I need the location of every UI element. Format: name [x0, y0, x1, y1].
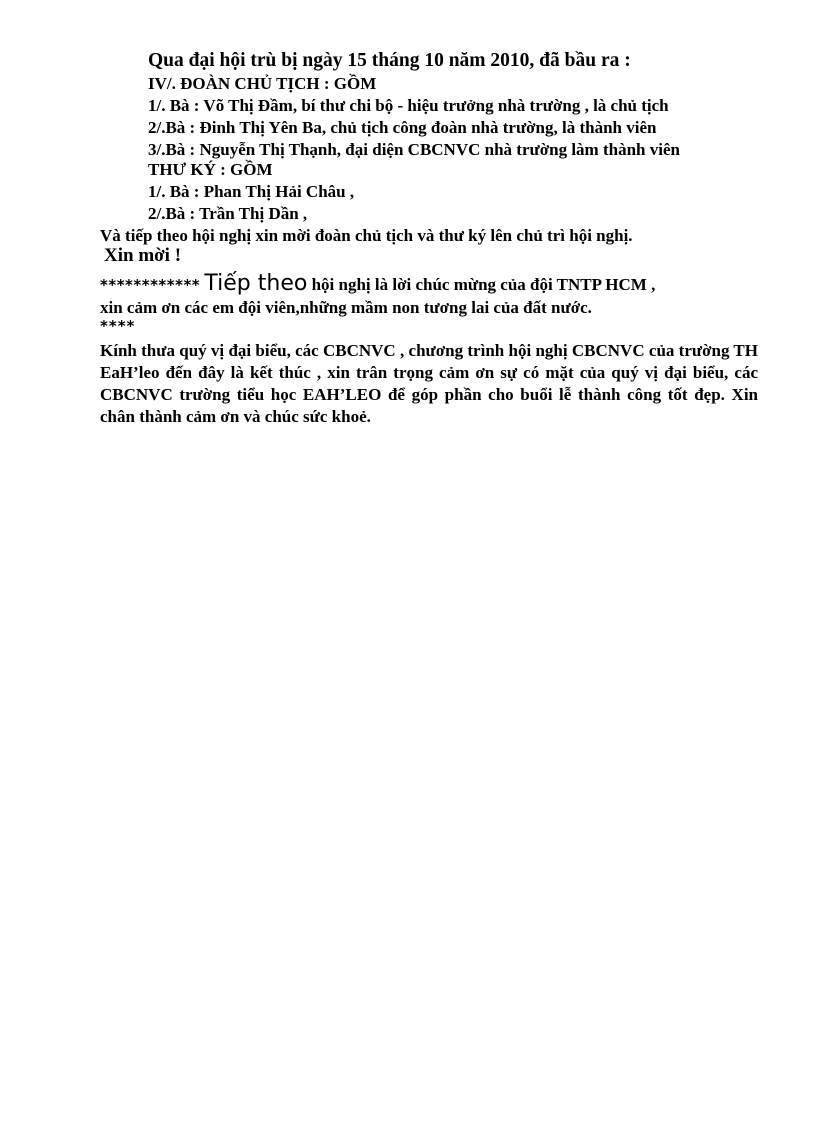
thanks-pioneers-line: xin cảm ơn các em đội viên,những mầm non tương lai của đất nước. — [100, 298, 592, 317]
presidium-member-1: 1/. Bà : Võ Thị Đầm, bí thư chi bộ - hiệu trưởng nhà trường , là chủ tịch — [148, 96, 669, 115]
asterisk-divider: **** — [100, 317, 136, 335]
closing-paragraph: Kính thưa quý vị đại biểu, các CBCNVC , chương trình hội nghị CBCNVC của trường TH EaH’leo đến đây là kết thúc , xin trân trọng cảm ơn sự có mặt của quý vị đại biểu, các CBCNVC trường tiểu học EAH’LEO để góp phần cho buổi lễ thành công tốt đẹp. Xin chân thành cảm ơn và chúc sức khoẻ. — [100, 341, 758, 426]
secretary-heading: THƯ KÝ : GỒM — [148, 160, 273, 179]
next-item-line — [100, 271, 655, 296]
presidium-member-3: 3/.Bà : Nguyễn Thị Thạnh, đại diện CBCNVC nhà trường làm thành viên — [148, 140, 680, 159]
invitation-line: Và tiếp theo hội nghị xin mời đoàn chủ tịch và thư ký lên chủ trì hội nghị. — [100, 226, 633, 245]
next-item-text: hội nghị là lời chúc mừng của đội TNTP HCM , — [311, 275, 656, 294]
presidium-heading: IV/. ĐOÀN CHỦ TỊCH : GỒM — [148, 74, 377, 93]
asterisk-separator: ************ — [100, 276, 201, 294]
invite-exclamation: Xin mời ! — [104, 245, 182, 266]
presidium-member-2: 2/.Bà : Đinh Thị Yên Ba, chủ tịch công đoàn nhà trường, là thành viên — [148, 118, 657, 137]
secretary-member-2: 2/.Bà : Trần Thị Dần , — [148, 204, 308, 223]
election-intro-line: Qua đại hội trù bị ngày 15 tháng 10 năm 2010, đã bầu ra : — [148, 50, 631, 71]
secretary-member-1: 1/. Bà : Phan Thị Hải Châu , — [148, 182, 355, 201]
next-item-emphasis: Tiếp theo — [204, 271, 308, 296]
